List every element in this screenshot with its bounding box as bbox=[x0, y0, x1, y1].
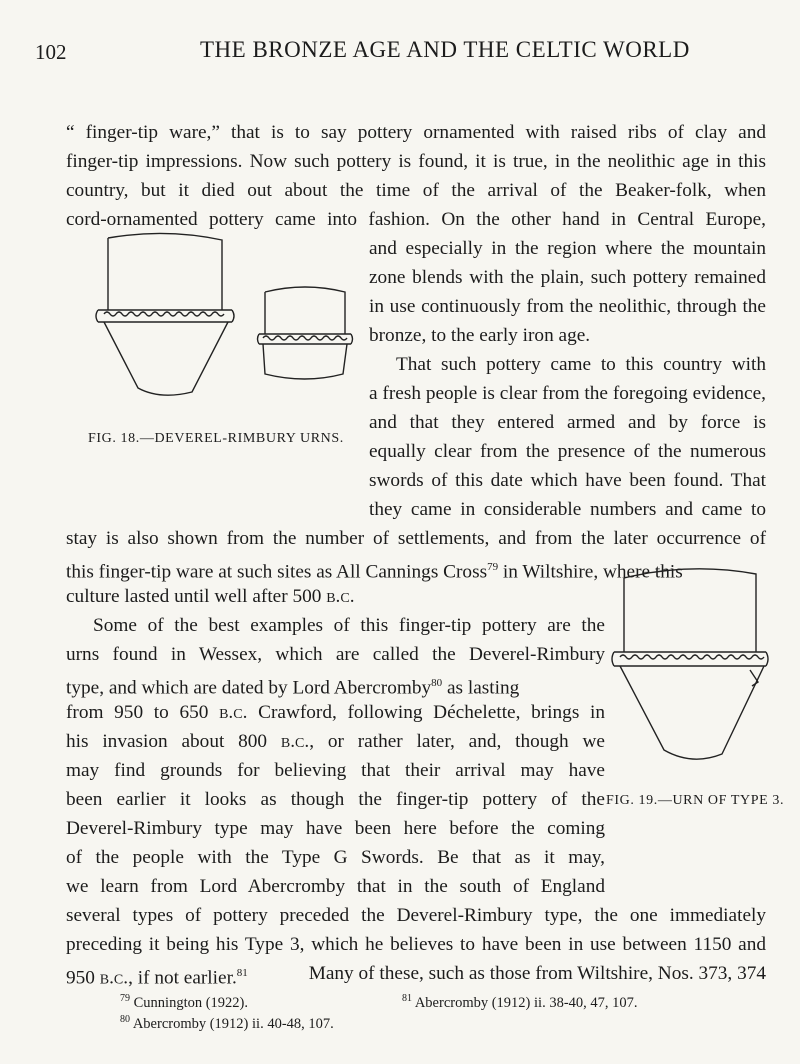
body-line: “ finger-tip ware,” that is to say pottery ornamented with raised ribs of clay and bbox=[66, 122, 766, 143]
text-segment: 950 b.c., if not earlier. bbox=[66, 967, 237, 989]
text-segment: this finger-tip ware at such sites as All Cannings Cross bbox=[66, 561, 488, 583]
body-line: a fresh people is clear from the foregoing evidence, bbox=[369, 383, 766, 404]
text-segment: Many of these, such as those from Wiltshire, Nos. 373, 374 bbox=[308, 963, 766, 984]
body-line: of the people with the Type G Swords. Be that as it may, bbox=[66, 847, 605, 868]
footnote-mark: 79 bbox=[120, 993, 130, 1004]
body-line: his invasion about 800 b.c., or rather later, and, though we bbox=[66, 731, 605, 752]
footnote-mark: 81 bbox=[402, 993, 412, 1004]
body-line: finger-tip impressions. Now such pottery is found, it is true, in the neolithic age in this bbox=[66, 151, 766, 172]
era-abbreviation: b.c. bbox=[219, 702, 248, 723]
body-line: and especially in the region where the mountain bbox=[369, 238, 766, 259]
body-line bbox=[66, 959, 766, 992]
body-line: been earlier it looks as though the finger-tip pottery of the bbox=[66, 789, 605, 810]
body-line: in use continuously from the neolithic, through the bbox=[369, 296, 766, 317]
footnote-ref-79: 79 bbox=[487, 561, 499, 573]
body-line: culture lasted until well after 500 b.c. bbox=[66, 586, 355, 607]
footnote-81 bbox=[402, 993, 638, 1012]
footnote-text: Abercromby (1912) ii. 40-48, 107. bbox=[132, 1015, 334, 1032]
body-line: country, but it died out about the time of the arrival of the Beaker-folk, when bbox=[66, 180, 766, 201]
era-abbreviation: b.c. bbox=[326, 586, 355, 607]
text-segment: in Wiltshire, where this bbox=[498, 561, 683, 583]
body-line: Some of the best examples of this finger-tip pottery are the bbox=[93, 615, 605, 636]
body-line: from 950 to 650 b.c. Crawford, following Déchelette, brings in bbox=[66, 702, 606, 723]
footnote-79 bbox=[120, 993, 248, 1012]
footnote-ref-81: 81 bbox=[236, 967, 248, 979]
body-line: they came in considerable numbers and came to bbox=[369, 499, 766, 520]
text-segment: type, and which are dated by Lord Abercromby bbox=[66, 677, 432, 699]
body-line: zone blends with the plain, such pottery remained bbox=[369, 267, 766, 288]
footnote-text: Abercromby (1912) ii. 38-40, 47, 107. bbox=[414, 994, 638, 1011]
text-segment: as lasting bbox=[442, 677, 520, 699]
body-line: may find grounds for believing that their arrival may have bbox=[66, 760, 605, 781]
figure-18-caption: FIG. 18.—DEVEREL-RIMBURY URNS. bbox=[88, 431, 344, 446]
urn-illustration-large bbox=[90, 228, 240, 413]
body-line: cord-ornamented pottery came into fashion. On the other hand in Central Europe, bbox=[66, 209, 766, 230]
body-line: we learn from Lord Abercromby that in the south of England bbox=[66, 876, 605, 897]
footnote-text: Cunnington (1922). bbox=[133, 994, 249, 1011]
body-line: Deverel-Rimbury type may have been here before the coming bbox=[66, 818, 605, 839]
body-line: several types of pottery preceded the Deverel-Rimbury type, the one immediately bbox=[66, 905, 766, 926]
figure-19-caption: FIG. 19.—URN OF TYPE 3. bbox=[606, 793, 785, 808]
body-line: preceding it being his Type 3, which he believes to have been in use between 1150 and bbox=[66, 934, 766, 955]
footnote-ref-80: 80 bbox=[431, 677, 443, 689]
body-line: equally clear from the presence of the numerous bbox=[369, 441, 766, 462]
page-number: 102 bbox=[35, 40, 67, 64]
era-abbreviation: b.c. bbox=[280, 731, 310, 752]
urn-illustration-small bbox=[255, 278, 355, 388]
urn-illustration-type3 bbox=[602, 560, 777, 780]
body-line: stay is also shown from the number of settlements, and from the later occurrence of bbox=[66, 528, 766, 549]
era-abbreviation: b.c. bbox=[99, 967, 129, 989]
body-line: urns found in Wessex, which are called the Deverel-Rimbury bbox=[66, 644, 605, 665]
body-line: and that they entered armed and by force is bbox=[369, 412, 766, 433]
footnote-80 bbox=[120, 1014, 334, 1033]
body-line: That such pottery came to this country with bbox=[396, 354, 766, 375]
body-line: bronze, to the early iron age. bbox=[369, 325, 591, 346]
body-line: swords of this date which have been found. That bbox=[369, 470, 766, 491]
footnote-mark: 80 bbox=[120, 1014, 130, 1025]
running-title: THE BRONZE AGE AND THE CELTIC WORLD bbox=[200, 37, 690, 62]
